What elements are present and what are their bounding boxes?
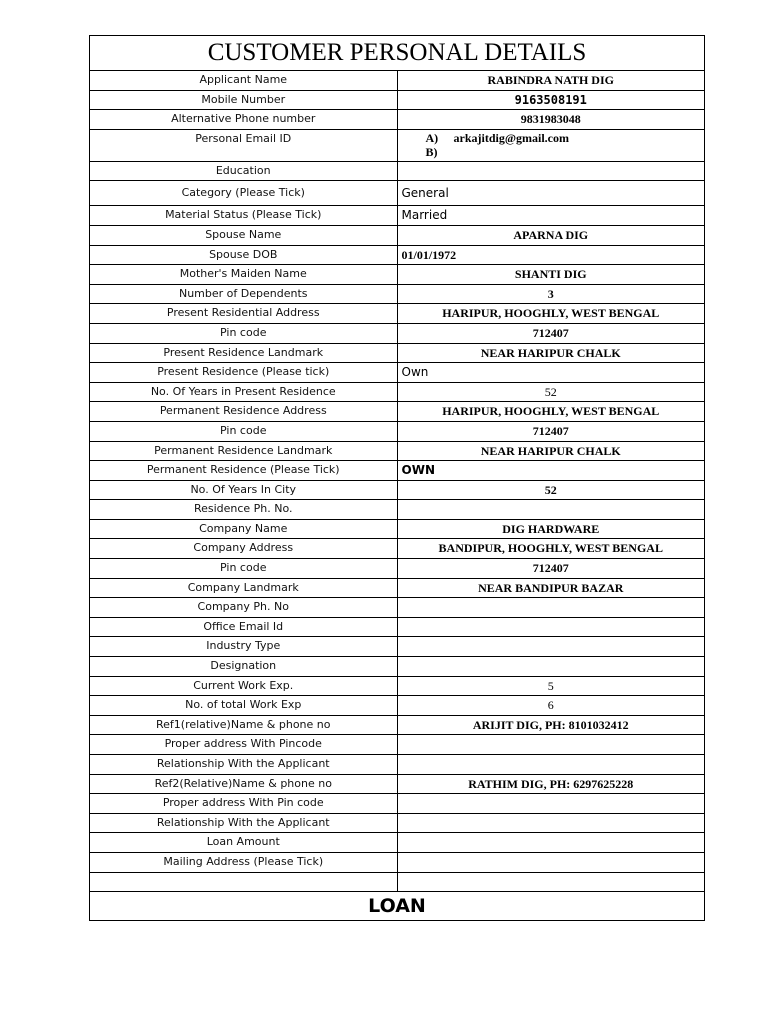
row-company-landmark xyxy=(90,578,705,598)
row-office-email xyxy=(90,617,705,637)
ref1-relationship-value[interactable] xyxy=(397,755,705,775)
total-work-exp-value[interactable]: 6 xyxy=(397,696,705,716)
category-value[interactable]: General xyxy=(397,181,705,206)
row-spouse-dob xyxy=(90,245,705,265)
row-company-name xyxy=(90,519,705,539)
field-label: Relationship With the Applicant xyxy=(90,813,398,833)
row-dependents xyxy=(90,284,705,304)
permanent-address-value[interactable]: HARIPUR, HOOGHLY, WEST BENGAL xyxy=(397,402,705,422)
designation-value[interactable] xyxy=(397,657,705,677)
permanent-pincode-value[interactable]: 712407 xyxy=(397,421,705,441)
field-label: Company Ph. No xyxy=(90,598,398,618)
field-label: Pin code xyxy=(90,323,398,343)
alt-phone-value[interactable]: 9831983048 xyxy=(397,110,705,130)
field-label: Present Residence Landmark xyxy=(90,343,398,363)
field-label: Permanent Residence (Please Tick) xyxy=(90,461,398,481)
loan-amount-value[interactable] xyxy=(397,833,705,853)
field-label: Mailing Address (Please Tick) xyxy=(90,852,398,872)
row-ref2-address xyxy=(90,794,705,814)
row-permanent-address xyxy=(90,402,705,422)
field-label: Office Email Id xyxy=(90,617,398,637)
row-ref2-relationship xyxy=(90,813,705,833)
field-label: Present Residence (Please tick) xyxy=(90,363,398,383)
ref1-name-phone-value[interactable]: ARIJIT DIG, PH: 8101032412 xyxy=(397,715,705,735)
field-label: Alternative Phone number xyxy=(90,110,398,130)
row-permanent-pincode xyxy=(90,421,705,441)
spouse-dob-value[interactable]: 01/01/1972 xyxy=(397,245,705,265)
details-table xyxy=(89,35,705,921)
field-label: Designation xyxy=(90,657,398,677)
row-current-work-exp xyxy=(90,676,705,696)
field-label: No. Of Years in Present Residence xyxy=(90,382,398,402)
form-title: CUSTOMER PERSONAL DETAILS xyxy=(90,36,705,71)
ref1-address-value[interactable] xyxy=(397,735,705,755)
field-label: Proper address With Pin code xyxy=(90,794,398,814)
field-label: Company Landmark xyxy=(90,578,398,598)
email-b-tag: B) xyxy=(425,144,438,159)
company-name-value[interactable]: DIG HARDWARE xyxy=(397,519,705,539)
permanent-residence-type-value[interactable]: OWN xyxy=(397,461,705,481)
field-label: Mother's Maiden Name xyxy=(90,265,398,285)
field-label: Residence Ph. No. xyxy=(90,500,398,520)
field-label: Material Status (Please Tick) xyxy=(90,206,398,226)
field-label: Ref1(relative)Name & phone no xyxy=(90,715,398,735)
row-designation xyxy=(90,657,705,677)
field-label: Pin code xyxy=(90,559,398,579)
customer-details-form xyxy=(89,35,705,921)
row-alt-phone xyxy=(90,110,705,130)
field-label xyxy=(90,872,398,892)
current-work-exp-value[interactable]: 5 xyxy=(397,676,705,696)
field-label: Personal Email ID xyxy=(90,129,398,161)
row-loan-amount xyxy=(90,833,705,853)
field-label: Ref2(Relative)Name & phone no xyxy=(90,774,398,794)
marital-status-value[interactable]: Married xyxy=(397,206,705,226)
row-present-address xyxy=(90,304,705,324)
ref2-address-value[interactable] xyxy=(397,794,705,814)
mobile-number-value[interactable]: 9163508191 xyxy=(397,90,705,110)
field-label: Spouse Name xyxy=(90,225,398,245)
applicant-name-value[interactable]: RABINDRA NATH DIG xyxy=(397,71,705,91)
field-label: Number of Dependents xyxy=(90,284,398,304)
row-mailing-address xyxy=(90,852,705,872)
row-total-work-exp xyxy=(90,696,705,716)
row-company-phone xyxy=(90,598,705,618)
office-email-value[interactable] xyxy=(397,617,705,637)
field-label: Industry Type xyxy=(90,637,398,657)
row-company-address xyxy=(90,539,705,559)
row-blank xyxy=(90,872,705,892)
row-ref1-relationship xyxy=(90,755,705,775)
field-label: Company Address xyxy=(90,539,398,559)
field-label: No. of total Work Exp xyxy=(90,696,398,716)
spouse-name-value[interactable]: APARNA DIG xyxy=(397,225,705,245)
mailing-address-value[interactable] xyxy=(397,852,705,872)
row-present-pincode xyxy=(90,323,705,343)
personal-email-value[interactable] xyxy=(397,129,705,161)
field-label: Company Name xyxy=(90,519,398,539)
row-present-landmark xyxy=(90,343,705,363)
field-label: Current Work Exp. xyxy=(90,676,398,696)
field-label: No. Of Years In City xyxy=(90,480,398,500)
field-label: Category (Please Tick) xyxy=(90,181,398,206)
row-ref1-name-phone xyxy=(90,715,705,735)
row-company-pincode xyxy=(90,559,705,579)
row-present-residence-type xyxy=(90,363,705,383)
industry-type-value[interactable] xyxy=(397,637,705,657)
ref2-relationship-value[interactable] xyxy=(397,813,705,833)
row-residence-phone xyxy=(90,500,705,520)
field-label: Spouse DOB xyxy=(90,245,398,265)
row-personal-email xyxy=(90,129,705,161)
row-education xyxy=(90,161,705,181)
row-permanent-residence-type xyxy=(90,461,705,481)
permanent-landmark-value[interactable]: NEAR HARIPUR CHALK xyxy=(397,441,705,461)
ref2-name-phone-value[interactable]: RATHIM DIG, PH: 6297625228 xyxy=(397,774,705,794)
loan-footer-label: LOAN xyxy=(90,892,705,921)
field-label: Mobile Number xyxy=(90,90,398,110)
present-address-value[interactable]: HARIPUR, HOOGHLY, WEST BENGAL xyxy=(397,304,705,324)
blank-value[interactable] xyxy=(397,872,705,892)
title-row xyxy=(90,36,705,71)
dependents-value[interactable]: 3 xyxy=(397,284,705,304)
row-years-in-city xyxy=(90,480,705,500)
row-permanent-landmark xyxy=(90,441,705,461)
years-present-residence-value[interactable]: 52 xyxy=(397,382,705,402)
present-residence-type-value[interactable]: Own xyxy=(397,363,705,383)
field-label: Education xyxy=(90,161,398,181)
education-value[interactable] xyxy=(397,161,705,181)
field-label: Present Residential Address xyxy=(90,304,398,324)
row-ref1-address xyxy=(90,735,705,755)
mother-maiden-name-value[interactable]: SHANTI DIG xyxy=(397,265,705,285)
residence-phone-value[interactable] xyxy=(397,500,705,520)
row-spouse-name xyxy=(90,225,705,245)
field-label: Permanent Residence Landmark xyxy=(90,441,398,461)
company-address-value[interactable]: BANDIPUR, HOOGHLY, WEST BENGAL xyxy=(397,539,705,559)
email-a-value[interactable]: arkajitdig@gmail.com xyxy=(453,130,569,145)
row-years-present-residence xyxy=(90,382,705,402)
field-label: Pin code xyxy=(90,421,398,441)
field-label: Loan Amount xyxy=(90,833,398,853)
row-category xyxy=(90,181,705,206)
row-mother-maiden-name xyxy=(90,265,705,285)
field-label: Applicant Name xyxy=(90,71,398,91)
years-in-city-value[interactable]: 52 xyxy=(397,480,705,500)
row-marital-status xyxy=(90,206,705,226)
email-a-tag: A) xyxy=(425,130,439,145)
row-industry-type xyxy=(90,637,705,657)
row-applicant-name xyxy=(90,71,705,91)
row-mobile-number xyxy=(90,90,705,110)
row-ref2-name-phone xyxy=(90,774,705,794)
field-label: Proper address With Pincode xyxy=(90,735,398,755)
present-pincode-value[interactable]: 712407 xyxy=(397,323,705,343)
field-label: Relationship With the Applicant xyxy=(90,755,398,775)
company-pincode-value[interactable]: 712407 xyxy=(397,559,705,579)
footer-row xyxy=(90,892,705,921)
company-landmark-value[interactable]: NEAR BANDIPUR BAZAR xyxy=(397,578,705,598)
field-label: Permanent Residence Address xyxy=(90,402,398,422)
company-phone-value[interactable] xyxy=(397,598,705,618)
present-landmark-value[interactable]: NEAR HARIPUR CHALK xyxy=(397,343,705,363)
